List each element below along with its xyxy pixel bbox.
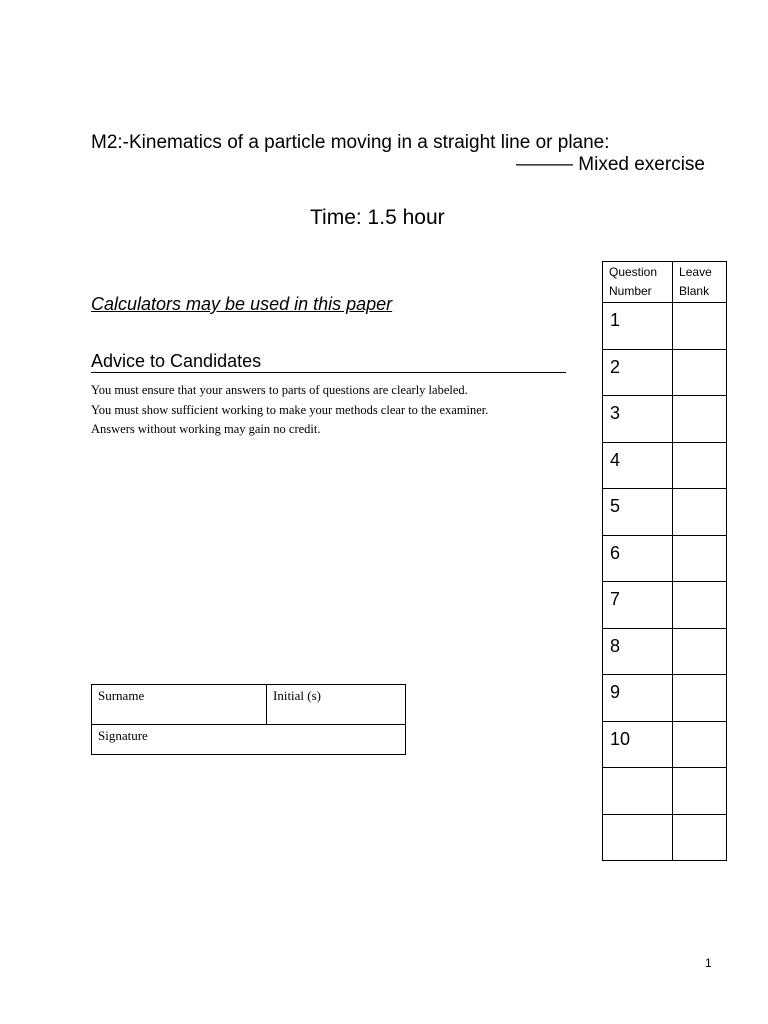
question-number: 1 [603, 303, 673, 350]
advice-heading: Advice to Candidates [91, 351, 566, 373]
question-number: 2 [603, 349, 673, 396]
question-row [603, 442, 727, 489]
calculators-note: Calculators may be used in this paper [91, 294, 393, 314]
question-table-header [603, 262, 727, 303]
header-text: Blank [679, 284, 710, 298]
advice-text [91, 381, 488, 440]
signature-field[interactable] [92, 725, 406, 755]
question-row [603, 628, 727, 675]
leave-blank-cell[interactable] [673, 768, 727, 815]
question-row [603, 489, 727, 536]
question-row [603, 303, 727, 350]
question-row [603, 768, 727, 815]
leave-blank-cell[interactable] [673, 442, 727, 489]
leave-blank-cell[interactable] [673, 396, 727, 443]
leave-blank-header [673, 262, 727, 303]
question-number [603, 814, 673, 861]
question-number: 10 [603, 721, 673, 768]
initials-label: Initial (s) [273, 688, 322, 703]
question-row [603, 814, 727, 861]
initials-field[interactable] [267, 685, 406, 725]
question-row [603, 535, 727, 582]
header-text: Leave [679, 265, 712, 279]
leave-blank-cell[interactable] [673, 582, 727, 629]
question-row [603, 582, 727, 629]
question-row [603, 349, 727, 396]
advice-line: You must ensure that your answers to parts of questions are clearly labeled. [91, 383, 468, 397]
advice-line: Answers without working may gain no credit. [91, 422, 321, 436]
exam-subtitle: ——— Mixed exercise [516, 154, 705, 175]
question-number: 3 [603, 396, 673, 443]
leave-blank-cell[interactable] [673, 489, 727, 536]
question-number: 6 [603, 535, 673, 582]
surname-label: Surname [98, 688, 145, 703]
question-number: 9 [603, 675, 673, 722]
question-row [603, 396, 727, 443]
leave-blank-cell[interactable] [673, 303, 727, 350]
leave-blank-cell[interactable] [673, 349, 727, 396]
question-table [602, 261, 727, 861]
header-text: Number [609, 284, 652, 298]
header-text: Question [609, 265, 658, 279]
question-number: 5 [603, 489, 673, 536]
candidate-details-table [91, 684, 406, 755]
page-number: 1 [705, 956, 712, 970]
leave-blank-cell[interactable] [673, 535, 727, 582]
question-number: 7 [603, 582, 673, 629]
question-number [603, 768, 673, 815]
question-row [603, 721, 727, 768]
leave-blank-cell[interactable] [673, 628, 727, 675]
leave-blank-cell[interactable] [673, 675, 727, 722]
signature-label: Signature [98, 728, 148, 743]
exam-title: M2:-Kinematics of a particle moving in a straight line or plane: [91, 132, 610, 153]
question-number: 4 [603, 442, 673, 489]
advice-line: You must show sufficient working to make your methods clear to the examiner. [91, 402, 489, 417]
surname-field[interactable] [92, 685, 267, 725]
leave-blank-cell[interactable] [673, 721, 727, 768]
question-number-header [603, 262, 673, 303]
exam-time: Time: 1.5 hour [310, 206, 445, 229]
question-row [603, 675, 727, 722]
leave-blank-cell[interactable] [673, 814, 727, 861]
question-number: 8 [603, 628, 673, 675]
